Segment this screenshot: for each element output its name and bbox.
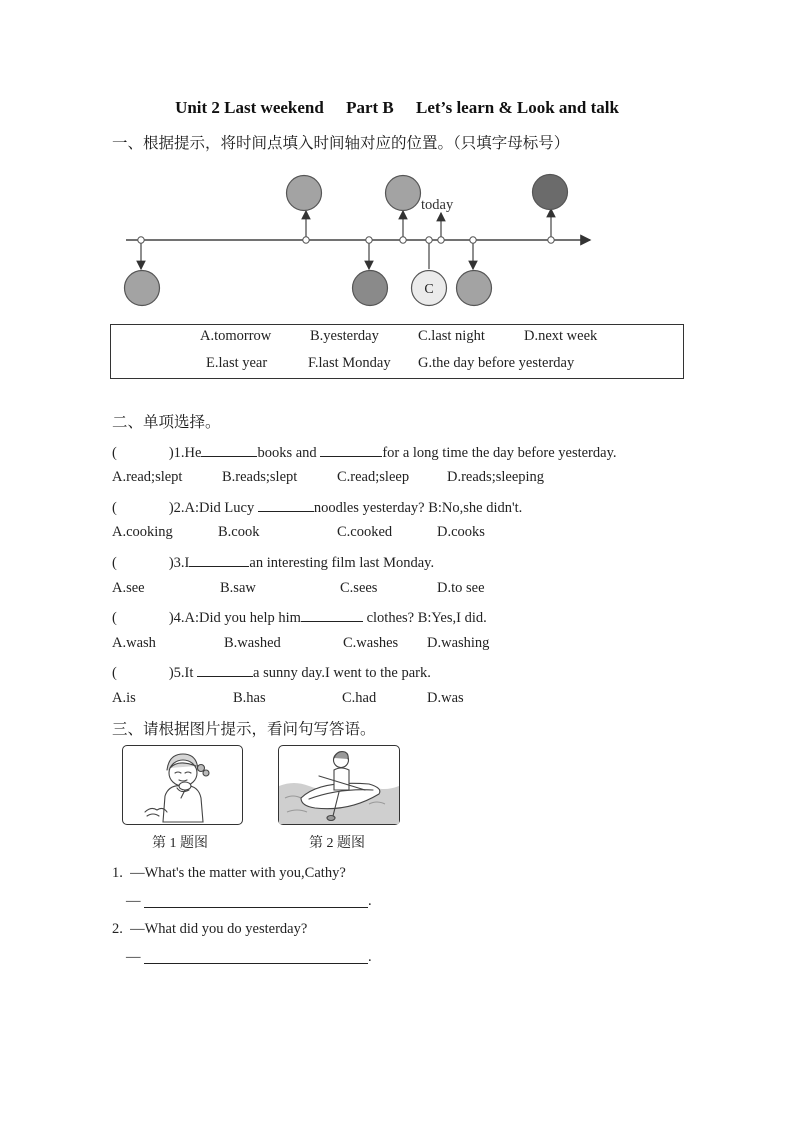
answer-blank[interactable]	[189, 552, 249, 567]
q5-option-a[interactable]: A.is	[112, 690, 136, 706]
qa-item-1-answer-line[interactable]	[144, 907, 368, 908]
title-unit: Unit 2 Last weekend	[175, 98, 324, 117]
q5-option-b[interactable]: B.has	[233, 690, 266, 706]
section2-heading: 二、单项选择。	[112, 414, 221, 431]
title-lesson: Let’s learn & Look and talk	[416, 98, 619, 117]
qa-item-2-answer-line[interactable]	[144, 963, 368, 964]
section1-heading: 一、根据提示，将时间点填入时间轴对应的位置。（只填字母标号）	[112, 135, 570, 152]
word-bank-item: E.last year	[206, 355, 268, 371]
answer-blank[interactable]	[197, 662, 253, 677]
qa-item-1-period: .	[368, 893, 372, 909]
word-bank-item: B.yesterday	[310, 328, 379, 344]
question-1: ( )1.He books and for a long time the day before yesterday.	[112, 442, 617, 462]
q2-option-a[interactable]: A.cooking	[112, 524, 173, 540]
q1-option-c[interactable]: C.read;sleep	[337, 469, 410, 485]
q2-option-d[interactable]: D.cooks	[437, 524, 485, 540]
timeline-diagram	[0, 165, 794, 315]
qa-item-2-period: .	[368, 949, 372, 965]
section3-heading: 三、请根据图片提示，看问句写答语。	[112, 721, 376, 738]
answer-circle-3	[533, 175, 568, 210]
today-label: today	[421, 197, 454, 213]
answer-circle-6	[457, 271, 492, 306]
girl-coughing-illustration	[123, 746, 242, 824]
answer-circle-5	[353, 271, 388, 306]
answer-circle-4	[125, 271, 160, 306]
given-circle-letter: C	[424, 282, 434, 297]
q3-option-a[interactable]: A.see	[112, 580, 145, 596]
answer-circle-2	[386, 176, 421, 211]
timeline-connectors	[141, 209, 551, 269]
q3-option-b[interactable]: B.saw	[220, 580, 256, 596]
question-2: ( )2.A:Did Lucy noodles yesterday? B:No,she didn't.	[112, 497, 522, 517]
q2-option-b[interactable]: B.cook	[218, 524, 260, 540]
picture-1	[122, 745, 243, 825]
q4-option-c[interactable]: C.washes	[343, 635, 399, 651]
qa-item-1-dash: —	[126, 893, 141, 909]
picture-2-caption: 第 2 题图	[309, 836, 365, 851]
q2-option-c[interactable]: C.cooked	[337, 524, 393, 540]
word-bank-box	[110, 324, 684, 379]
q1-option-b[interactable]: B.reads;slept	[222, 469, 298, 485]
question-4: ( )4.A:Did you help him clothes? B:Yes,I did.	[112, 607, 487, 627]
question-3: ( )3.I an interesting film last Monday.	[112, 552, 434, 572]
picture-2	[278, 745, 400, 825]
qa-item-2: 2. —What did you do yesterday?	[112, 921, 308, 937]
q4-option-d[interactable]: D.washing	[427, 635, 490, 651]
picture-1-caption: 第 1 题图	[152, 836, 208, 851]
answer-blank[interactable]	[301, 607, 363, 622]
answer-blank[interactable]	[258, 497, 314, 512]
q4-option-a[interactable]: A.wash	[112, 635, 156, 651]
boy-rowing-boat-illustration	[279, 746, 399, 824]
word-bank-item: F.last Monday	[308, 355, 391, 371]
q4-option-b[interactable]: B.washed	[224, 635, 281, 651]
q1-option-a[interactable]: A.read;slept	[112, 469, 183, 485]
answer-blank[interactable]	[201, 442, 257, 457]
word-bank-item: G.the day before yesterday	[418, 355, 575, 371]
question-5: ( )5.It a sunny day.I went to the park.	[112, 662, 431, 682]
title-part: Part B	[346, 98, 394, 117]
qa-item-2-dash: —	[126, 949, 141, 965]
word-bank-item: D.next week	[524, 328, 598, 344]
word-bank-item: A.tomorrow	[200, 328, 272, 344]
q5-option-c[interactable]: C.had	[342, 690, 377, 706]
q1-option-d[interactable]: D.reads;sleeping	[447, 469, 545, 485]
qa-item-1: 1. —What's the matter with you,Cathy?	[112, 865, 346, 881]
answer-blank[interactable]	[320, 442, 382, 457]
word-bank-item: C.last night	[418, 328, 485, 344]
q3-option-c[interactable]: C.sees	[340, 580, 378, 596]
q5-option-d[interactable]: D.was	[427, 690, 464, 706]
q3-option-d[interactable]: D.to see	[437, 580, 485, 596]
answer-circle-1	[287, 176, 322, 211]
page-title	[0, 98, 794, 118]
